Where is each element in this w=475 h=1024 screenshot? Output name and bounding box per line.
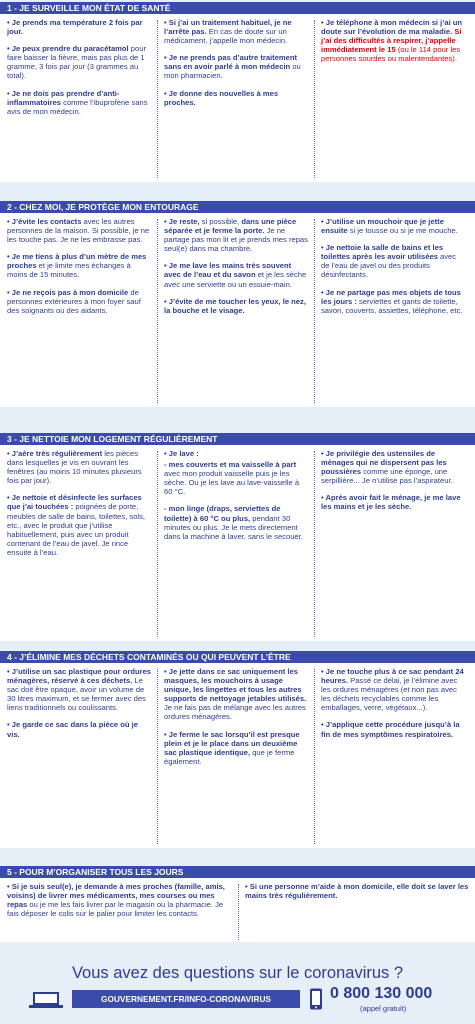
section-2-column-3 (321, 217, 466, 323)
column-divider (314, 219, 315, 403)
section-4-header: 4 - J’ÉLIMINE MES DÉCHETS CONTAMINÉS OU QUI PEUVENT L’ÊTRE (0, 651, 475, 663)
list-item: • Je ne dois pas prendre d’anti-inflammatoires comme l’ibuprofène sans avis de mon médecin. (7, 88, 148, 116)
section-5-panel (0, 878, 475, 942)
section-2-column-2 (164, 217, 309, 323)
section-3-column-1 (7, 449, 152, 565)
section-1-panel (0, 14, 475, 182)
list-item: • Je reste, si possible, dans une pièce séparée et je ferme la porte. Je ne partage pas mon lit et je prends mes repas seul(e) dans ma chambre. (164, 217, 308, 254)
list-item: • Je ne touche plus à ce sac pendant 24 heures. Passé ce délai, je l’élimine avec les ordures ménagères (et non pas avec les déchets recyclables comme les emballages, verre, végétaux...). (321, 667, 464, 713)
column-divider (314, 451, 315, 637)
column-divider (314, 669, 315, 844)
list-item: • J’applique cette procédure jusqu’à la fin de mes symptômes respiratoires. (321, 720, 460, 739)
list-item: • Je nettoie la salle de bains et les toilettes après les avoir utilisées avec de l’eau de javel ou des produits désinfectants. (321, 243, 457, 280)
list-item: • Je privilégie des ustensiles de ménages qui ne dispersent pas les poussières comme une éponge, une serpillière... Je n’utilise pas l’aspirateur. (321, 449, 453, 486)
column-divider (157, 20, 158, 178)
list-item: • Je ne partage pas mes objets de tous les jours : serviettes et gants de toilette, savon, couverts, assiettes, téléphone, etc. (321, 287, 463, 315)
section-4-panel (0, 663, 475, 848)
list-item: • Je jette dans ce sac uniquement les masques, les mouchoirs à usage unique, les lingettes et tous les autres supports de nettoyage jetables utilisés. Je ne fais pas de mélange avec les autres ordures ménagères. (164, 667, 307, 722)
column-divider (157, 219, 158, 403)
list-item: • Je lave : (164, 449, 199, 458)
section-1-header: 1 - JE SURVEILLE MON ÉTAT DE SANTÉ (0, 2, 475, 14)
section-1-column-3 (321, 18, 466, 71)
list-item: • Je garde ce sac dans la pièce où je vis. (7, 720, 138, 739)
column-divider (238, 884, 239, 940)
column-divider (157, 669, 158, 844)
list-item: • Je téléphone à mon médecin si j’ai un doute sur l’évolution de ma maladie. Si j’ai des difficultés à respirer, j’appelle immédiatement le 15 (ou le 114 pour les personnes sourdes ou malentendantes). (321, 18, 463, 64)
list-item: • Je me tiens à plus d’un mètre de mes proches et je limite mes échanges à moins de 15 minutes. (7, 252, 147, 280)
list-item: • Je donne des nouvelles à mes proches. (164, 88, 279, 107)
section-3-header: 3 - JE NETTOIE MON LOGEMENT RÉGULIÈREMENT (0, 433, 475, 445)
laptop-icon (28, 991, 64, 1009)
column-divider (314, 20, 315, 178)
column-divider (157, 451, 158, 637)
list-item: • J’aère très régulièrement les pièces dans lesquelles je vis en ouvrant les fenêtres (au moins 10 minutes plusieurs fois par jour). (7, 449, 142, 486)
list-item: • J’évite de me toucher les yeux, le nez, la bouche et le visage. (164, 296, 306, 315)
section-3-column-2 (164, 449, 309, 549)
list-item: • J’utilise un mouchoir que je jette ensuite si je tousse ou si je me mouche. (321, 217, 458, 236)
list-item: • Après avoir fait le ménage, je me lave les mains et je les sèche. (321, 493, 461, 512)
info-coronavirus-link[interactable]: GOUVERNEMENT.FR/INFO-CORONAVIRUS (72, 990, 300, 1008)
list-item: • Je ne reçois pas à mon domicile de personnes extérieures à mon foyer sauf des soignants ou des aidants. (7, 287, 141, 315)
list-item: • Je peux prendre du paracétamol pour faire baisser la fièvre, mais pas plus de 1 gramme, 3 fois par jour (3 grammes au total). (7, 44, 146, 81)
list-item: • J’évite les contacts avec les autres personnes de la maison. Si possible, je ne les touche pas. Je ne les embrasse pas. (7, 217, 150, 245)
section-4-column-3 (321, 667, 466, 747)
section-1-column-2 (164, 18, 309, 115)
list-item: • Je me lave les mains très souvent avec de l’eau et du savon et je les sèche avec une serviette ou un essuie-main. (164, 261, 307, 289)
section-5-column-2 (245, 882, 470, 908)
list-item: • Je ne prends pas d’autre traitement sans en avoir parlé à mon médecin ou mon pharmacien. (164, 53, 301, 81)
section-4-column-1 (7, 667, 152, 747)
section-5-header: 5 - POUR M’ORGANISER TOUS LES JOURS (0, 866, 475, 878)
list-item: • Si une personne m’aide à mon domicile, elle doit se laver les mains très régulièrement. (245, 882, 469, 901)
section-2-column-1 (7, 217, 152, 323)
section-3-column-3 (321, 449, 466, 520)
list-item: • J’utilise un sac plastique pour ordures ménagères, réservé à ces déchets. Le sac doit être opaque, avoir un volume de 30 litres maximum, et se fermer avec des liens traditionnels ou coulissants. (7, 667, 152, 713)
list-item: • Je prends ma température 2 fois par jour. (7, 18, 143, 37)
section-4-column-2 (164, 667, 309, 774)
section-3-panel (0, 445, 475, 641)
footer-question: Vous avez des questions sur le coronavirus ? (71, 964, 404, 982)
section-5-column-1 (7, 882, 232, 926)
list-item: • Si j’ai un traitement habituel, je ne l’arrête pas. En cas de doute sur un médicament, j’appelle mon médecin. (164, 18, 292, 46)
list-item: • Si je suis seul(e), je demande à mes proches (famille, amis, voisins) de livrer mes médicaments, mes courses ou mes repas ou je me les fais livrer par le magasin ou la pharmacie. Je fais déposer le colis sur le palier pour limiter les contacts. (7, 882, 225, 919)
phone-note: (appel gratuit) (360, 1004, 407, 1013)
section-2-header: 2 - CHEZ MOI, JE PROTÈGE MON ENTOURAGE (0, 201, 475, 213)
section-1-column-1 (7, 18, 152, 124)
list-item: • Je nettoie et désinfecte les surfaces que j’ai touchées : poignées de porte, meubles de salle de bains, toilettes, sols, etc., avec le produit que j’utilise habituellement, puis avec un produit contenant de l’eau de javel. Je rince ensuite à l’eau. (7, 493, 146, 557)
smartphone-icon (309, 988, 323, 1010)
list-item: - mon linge (draps, serviettes de toilette) à 60 °C ou plus, pendant 30 minutes ou plus. Je le mets directement dans la machine à laver, sans le secouer. (164, 504, 303, 541)
list-item: • Je ferme le sac lorsqu’il est presque plein et je le place dans un deuxième sac plastique identique, que je ferme également. (164, 729, 300, 766)
phone-number[interactable]: 0 800 130 000 (330, 985, 433, 1002)
section-2-panel (0, 213, 475, 407)
list-item: - mes couverts et ma vaisselle à part avec mon produit vaisselle puis je les sèche. Ou je les lave au lave-vaisselle à 60 °C. (164, 460, 300, 497)
